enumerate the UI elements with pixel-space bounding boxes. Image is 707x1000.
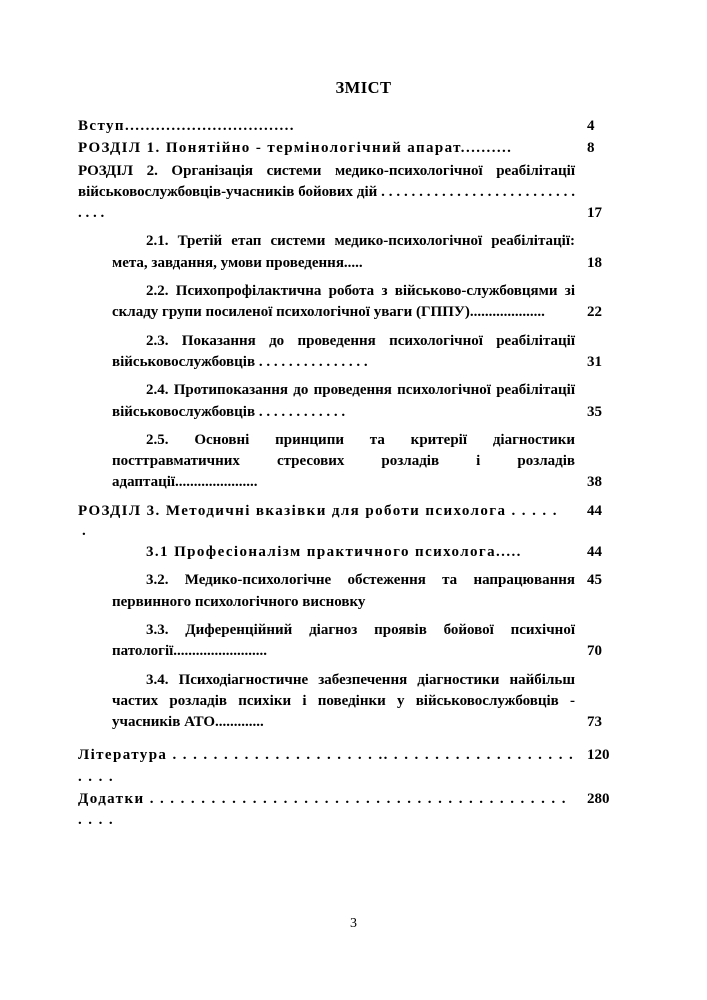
toc-entry-text: РОЗДІЛ 1. Понятійно - термінологічний апарат.......... bbox=[78, 140, 513, 157]
toc-entry-text: 3.4. Психодіагностичне забезпечення діагностики найбільш частих розладів психіки і поведінки у військовослужбовців - учасників АТО............. bbox=[112, 671, 575, 731]
stray-punctuation-mark: . bbox=[82, 523, 86, 540]
toc-entry-page: 73 bbox=[587, 714, 602, 731]
toc-entry[interactable] bbox=[78, 116, 629, 137]
toc-entry[interactable] bbox=[78, 670, 629, 734]
toc-entry[interactable] bbox=[78, 430, 629, 494]
toc-entry-page: 35 bbox=[587, 403, 602, 420]
toc-entry[interactable] bbox=[78, 231, 629, 274]
toc-entry-page: 18 bbox=[587, 254, 602, 271]
table-of-contents bbox=[78, 116, 629, 832]
toc-entry[interactable] bbox=[78, 138, 629, 159]
toc-entry-page: 8 bbox=[587, 140, 595, 157]
toc-entry-text: Вступ................................. bbox=[78, 118, 295, 134]
toc-entry[interactable] bbox=[78, 789, 629, 832]
toc-entry-text: 2.2. Психопрофілактична робота з військово-службовцями зі складу групи посиленої психологічної уваги (ГППУ).................... bbox=[112, 283, 575, 321]
toc-entry-page: 44 bbox=[587, 544, 602, 561]
toc-entry-text: РОЗДІЛ 2. Організація системи медико-психологічної реабілітації військовослужбовців-учасників бойових дій . . . . . . . . . . . . . . . . . . . . . . . . . . . . . . bbox=[78, 162, 575, 222]
toc-entry[interactable] bbox=[78, 161, 629, 225]
toc-entry-page: 38 bbox=[587, 474, 602, 491]
toc-entry[interactable] bbox=[78, 542, 629, 563]
toc-entry-page: 120 bbox=[587, 747, 610, 764]
toc-entry-text: Додатки . . . . . . . . . . . . . . . . . . . . . . . . . . . . . . . . . . . . . . . . . . . . . bbox=[78, 791, 567, 829]
toc-entry-page: 45 bbox=[587, 572, 602, 589]
page-number: 3 bbox=[350, 916, 357, 931]
toc-entry-page: 17 bbox=[587, 205, 602, 222]
page-title: ЗМІСТ bbox=[335, 78, 392, 97]
toc-entry-text: 2.4. Протипоказання до проведення психологічної реабілітації військовослужбовців . . . . . . . . . . . . bbox=[112, 382, 575, 420]
toc-entry[interactable] bbox=[78, 570, 629, 613]
toc-entry-text: 2.1. Третій етап системи медико-психологічної реабілітації: мета, завдання, умови проведення..... bbox=[112, 233, 575, 271]
toc-entry-page: 44 bbox=[587, 502, 602, 519]
toc-entry-text: Література . . . . . . . . . . . . . . . . . . . . .. . . . . . . . . . . . . . . . . . . . . . . bbox=[78, 747, 575, 785]
toc-entry-page: 280 bbox=[587, 791, 610, 808]
toc-entry[interactable] bbox=[78, 380, 629, 423]
toc-entry-text: 3.3. Диференційний діагноз проявів бойової психічної патології......................... bbox=[112, 621, 575, 660]
toc-entry-text: 3.1 Професіоналізм практичного психолога..... bbox=[146, 544, 522, 561]
toc-entry[interactable] bbox=[78, 620, 629, 663]
toc-entry-text: 3.2. Медико-психологічне обстеження та напрацювання первинного психологічного висновку bbox=[112, 572, 575, 610]
toc-entry[interactable] bbox=[78, 281, 629, 324]
toc-entry-text: 2.5. Основні принципи та критерії діагностики посттравматичних стресових розладів і розладів адаптації...................... bbox=[112, 431, 575, 491]
toc-entry-page: 22 bbox=[587, 304, 602, 321]
toc-entry-text: 2.3. Показання до проведення психологічної реабілітації військовослужбовців . . . . . . . . . . . . . . . bbox=[112, 332, 575, 370]
toc-entry-page: 4 bbox=[587, 118, 595, 134]
toc-entry[interactable] bbox=[78, 331, 629, 374]
toc-entry-text: РОЗДІЛ 3. Методичні вказівки для роботи психолога . . . . . bbox=[78, 502, 558, 519]
toc-entry[interactable] bbox=[78, 501, 629, 522]
toc-entry-page: 31 bbox=[587, 353, 602, 370]
toc-entry[interactable] bbox=[78, 745, 629, 788]
toc-entry-page: 70 bbox=[587, 643, 602, 660]
